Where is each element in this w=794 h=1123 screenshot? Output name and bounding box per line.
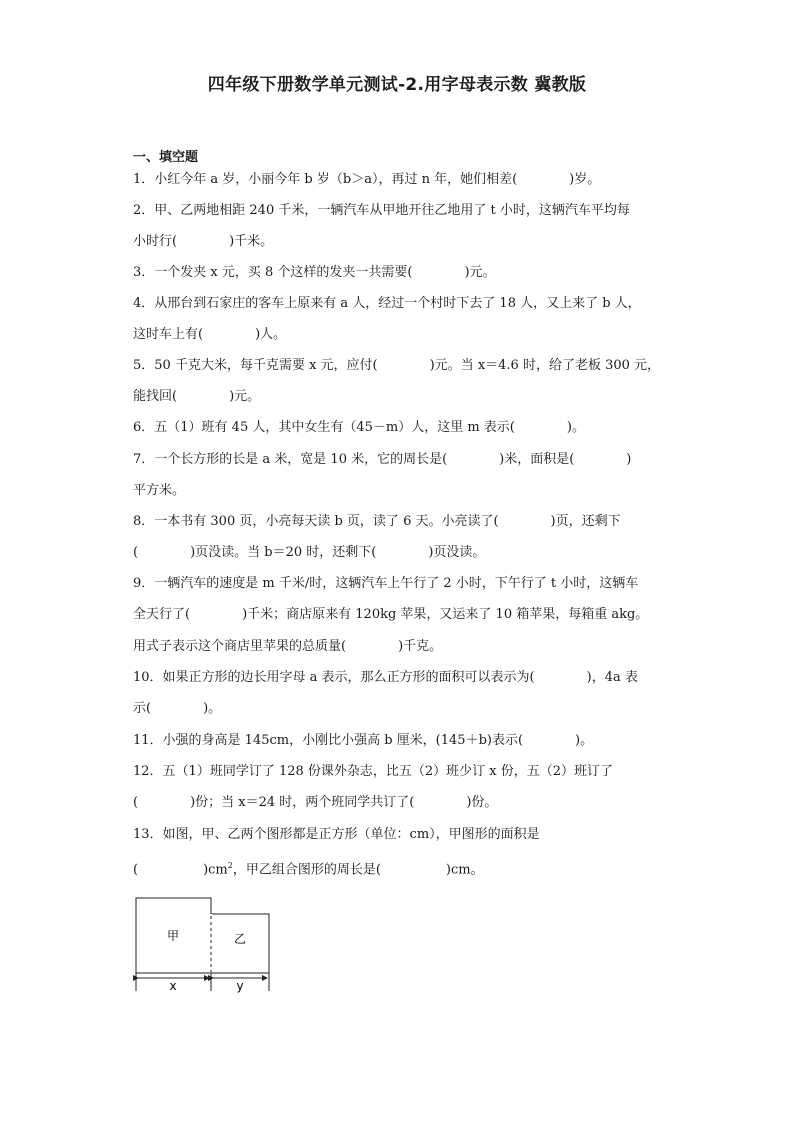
question-5: 5．50 千克大米，每千克需要 x 元，应付( )元。当 x＝4.6 时，给了老板 300 元， [133,358,661,373]
question-8-cont: ( )页没读。当 b＝20 时，还剩下( )页没读。 [133,545,486,560]
question-9: 9．一辆汽车的速度是 m 千米/时，这辆汽车上午行了 2 小时，下午行了 t 小时，这辆车 [133,576,639,591]
square-figure [130,893,275,993]
question-10-cont: 示( )。 [133,701,222,716]
question-8: 8．一本书有 300 页，小亮每天读 b 页，读了 6 天。小亮读了( )页，还剩下 [133,514,621,529]
question-1: 1．小红今年 a 岁，小丽今年 b 岁（b＞a），再过 n 年，她们相差( )岁。 [133,172,601,187]
question-2-cont: 小时行( )千米。 [133,234,274,249]
question-3: 3．一个发夹 x 元，买 8 个这样的发夹一共需要( )元。 [133,265,496,280]
question-11: 11．小强的身高是 145cm，小刚比小强高 b 厘米，(145＋b)表示( )。 [133,733,594,748]
page-title: 四年级下册数学单元测试-2.用字母表示数 冀教版 [207,75,587,95]
q13-blank-perimeter: ，甲乙组合图形的周长是( )cm。 [232,862,484,878]
question-12-cont: ( )份；当 x＝24 时，两个班同学共订了( )份。 [133,795,498,810]
label-y: y [236,979,244,993]
question-7: 7．一个长方形的长是 a 米，宽是 10 米，它的周长是( )米，面积是( ) [133,452,632,467]
question-9-cont2: 用式子表示这个商店里苹果的总质量( )千克。 [133,639,443,654]
question-4: 4．从邢台到石家庄的客车上原来有 a 人，经过一个村时下去了 18 人，又上来了 b 人， [133,296,641,311]
question-2: 2．甲、乙两地相距 240 千米，一辆汽车从甲地开往乙地用了 t 小时，这辆汽车平均每 [133,203,630,218]
label-jia: 甲 [166,929,180,943]
question-10: 10．如果正方形的边长用字母 a 表示，那么正方形的面积可以表示为( )，4a 表 [133,670,638,685]
label-x: x [169,979,177,993]
question-6: 6．五（1）班有 45 人，其中女生有（45－m）人，这里 m 表示( )。 [133,420,585,435]
question-12: 12．五（1）班同学订了 128 份课外杂志，比五（2）班少订 x 份，五（2）班订了 [133,764,614,779]
question-4-cont: 这时车上有( )人。 [133,327,287,342]
q13-blank-area: ( )cm [133,862,228,878]
question-9-cont: 全天行了( )千米；商店原来有 120kg 苹果，又运来了 10 箱苹果，每箱重 akg。 [133,607,649,622]
question-5-cont: 能找回( )元。 [133,389,261,404]
question-13-cont [133,858,484,878]
question-13: 13．如图，甲、乙两个图形都是正方形（单位：cm），甲图形的面积是 [133,827,540,842]
section-heading: 一、填空题 [133,150,199,165]
label-yi: 乙 [233,932,247,946]
question-7-cont: 平方米。 [133,483,186,498]
q13-superscript: 2 [227,861,233,870]
